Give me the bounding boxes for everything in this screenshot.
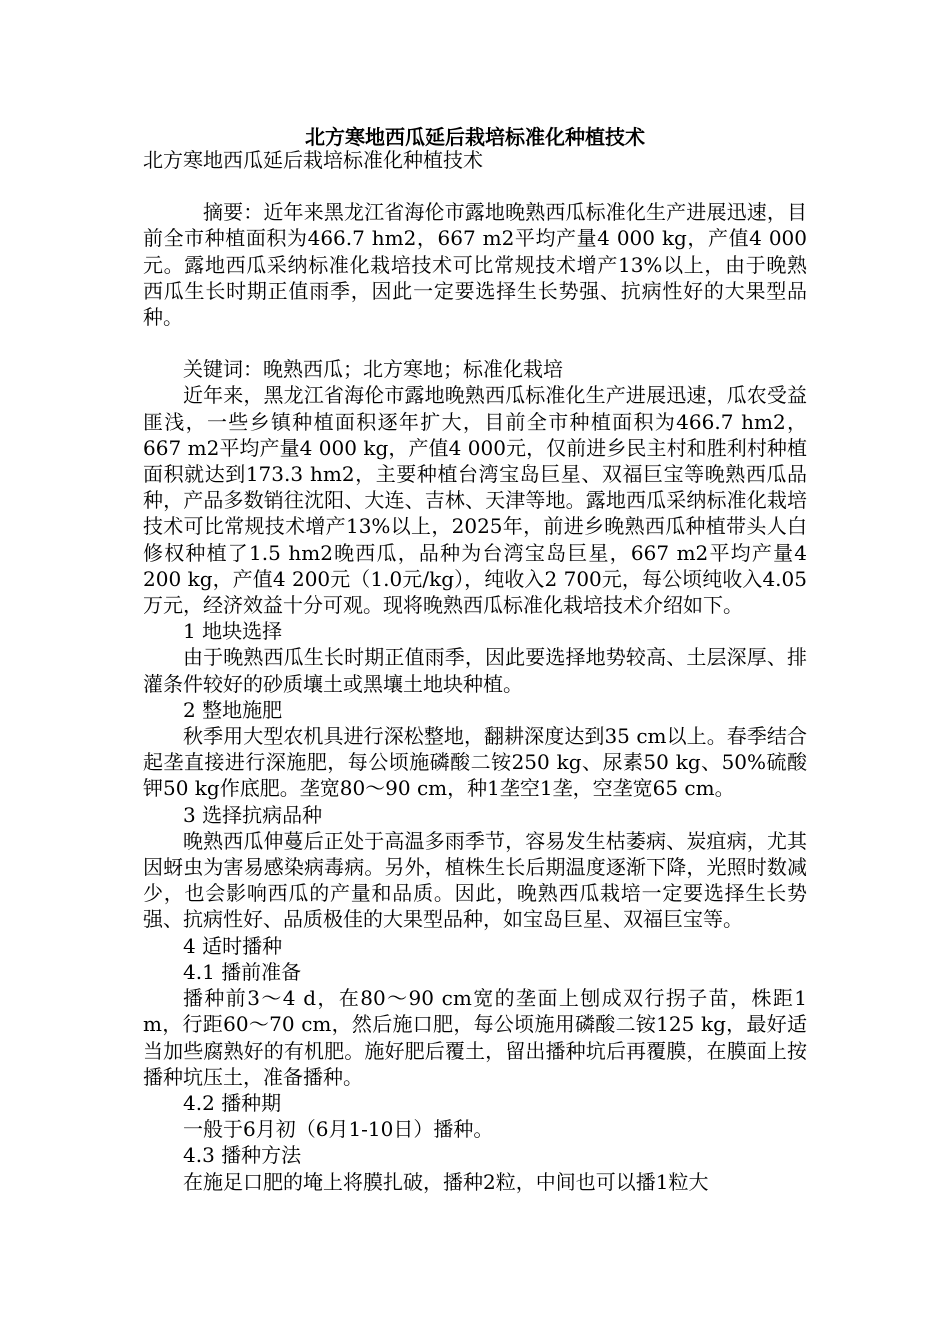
document-subtitle: 北方寒地西瓜延后栽培标准化种植技术 <box>143 148 483 172</box>
keywords-line: 关键词：晚熟西瓜；北方寒地；标准化栽培 <box>183 357 563 382</box>
document-body <box>143 147 807 1195</box>
section-heading-4: 4 适时播种 <box>183 933 283 958</box>
subsection-heading-4-1: 4.1 播前准备 <box>183 959 302 984</box>
section-paragraph-1: 由于晚熟西瓜生长时期正值雨季，因此要选择地势较高、土层深厚、排灌条件较好的砂质壤土或黑壤土地块种植。 <box>143 645 807 696</box>
subsection-heading-4-2: 4.2 播种期 <box>183 1090 282 1115</box>
section-heading-3: 3 选择抗病品种 <box>183 802 323 827</box>
subsection-paragraph-4-3: 在施足口肥的埯上将膜扎破，播种2粒，中间也可以播1粒大 <box>183 1169 709 1194</box>
intro-paragraph: 近年来，黑龙江省海伦市露地晚熟西瓜标准化生产进展迅速，瓜农受益匪浅，一些乡镇种植面积逐年扩大，目前全市种植面积为466.7 hm2，667 m2平均产量4 000 kg，产值4 000元，仅前进乡民主村和胜利村种植面积就达到173.3 hm2，主要种植台湾宝岛巨星、双福巨宝等晚熟西瓜品种，产品多数销往沈阳、大连、吉林、天津等地。露地西瓜采纳标准化栽培技术可比常规技术增产13%以上，2025年，前进乡晚熟西瓜种植带头人白修权种植了1.5 hm2晚西瓜，品种为台湾宝岛巨星，667 m2平均产量4 200 kg，产值4 200元（1.0元/kg），纯收入2 700元，每公顷纯收入4.05万元，经济效益十分可观。现将晚熟西瓜标准化栽培技术介绍如下。 <box>143 383 807 618</box>
section-paragraph-3: 晚熟西瓜伸蔓后正处于高温多雨季节，容易发生枯萎病、炭疽病，尤其因蚜虫为害易感染病毒病。另外，植株生长后期温度逐渐下降，光照时数减少，也会影响西瓜的产量和品质。因此，晚熟西瓜栽培一定要选择生长势强、抗病性好、品质极佳的大果型品种，如宝岛巨星、双福巨宝等。 <box>143 828 807 932</box>
section-paragraph-2: 秋季用大型农机具进行深松整地，翻耕深度达到35 cm以上。春季结合起垄直接进行深施肥，每公顷施磷酸二铵250 kg、尿素50 kg、50%硫酸钾50 kg作底肥。垄宽80～90 cm，种1垄空1垄，空垄宽65 cm。 <box>143 724 807 801</box>
subsection-paragraph-4-2: 一般于6月初（6月1-10日）播种。 <box>183 1117 494 1142</box>
blank-line <box>143 173 807 199</box>
section-heading-2: 2 整地施肥 <box>183 697 283 722</box>
document-title: 北方寒地西瓜延后栽培标准化种植技术 <box>305 125 645 149</box>
subsection-paragraph-4-1: 播种前3～4 d，在80～90 cm宽的垄面上刨成双行拐子苗，株距1 m，行距60～70 cm，然后施口肥，每公顷施用磷酸二铵125 kg，最好适当加些腐熟好的有机肥。施好肥后覆土，留出播种坑后再覆膜，在膜面上按播种坑压土，准备播种。 <box>143 986 807 1089</box>
section-heading-1: 1 地块选择 <box>183 619 283 644</box>
subsection-heading-4-3: 4.3 播种方法 <box>183 1143 302 1168</box>
blank-line <box>143 330 807 356</box>
abstract-paragraph: 摘要：近年来黑龙江省海伦市露地晚熟西瓜标准化生产进展迅速，目前全市种植面积为466.7 hm2，667 m2平均产量4 000 kg，产值4 000元。露地西瓜采纳标准化栽培技术可比常规技术增产13%以上，由于晚熟西瓜生长时期正值雨季，因此一定要选择生长势强、抗病性好的大果型品种。 <box>143 200 807 330</box>
